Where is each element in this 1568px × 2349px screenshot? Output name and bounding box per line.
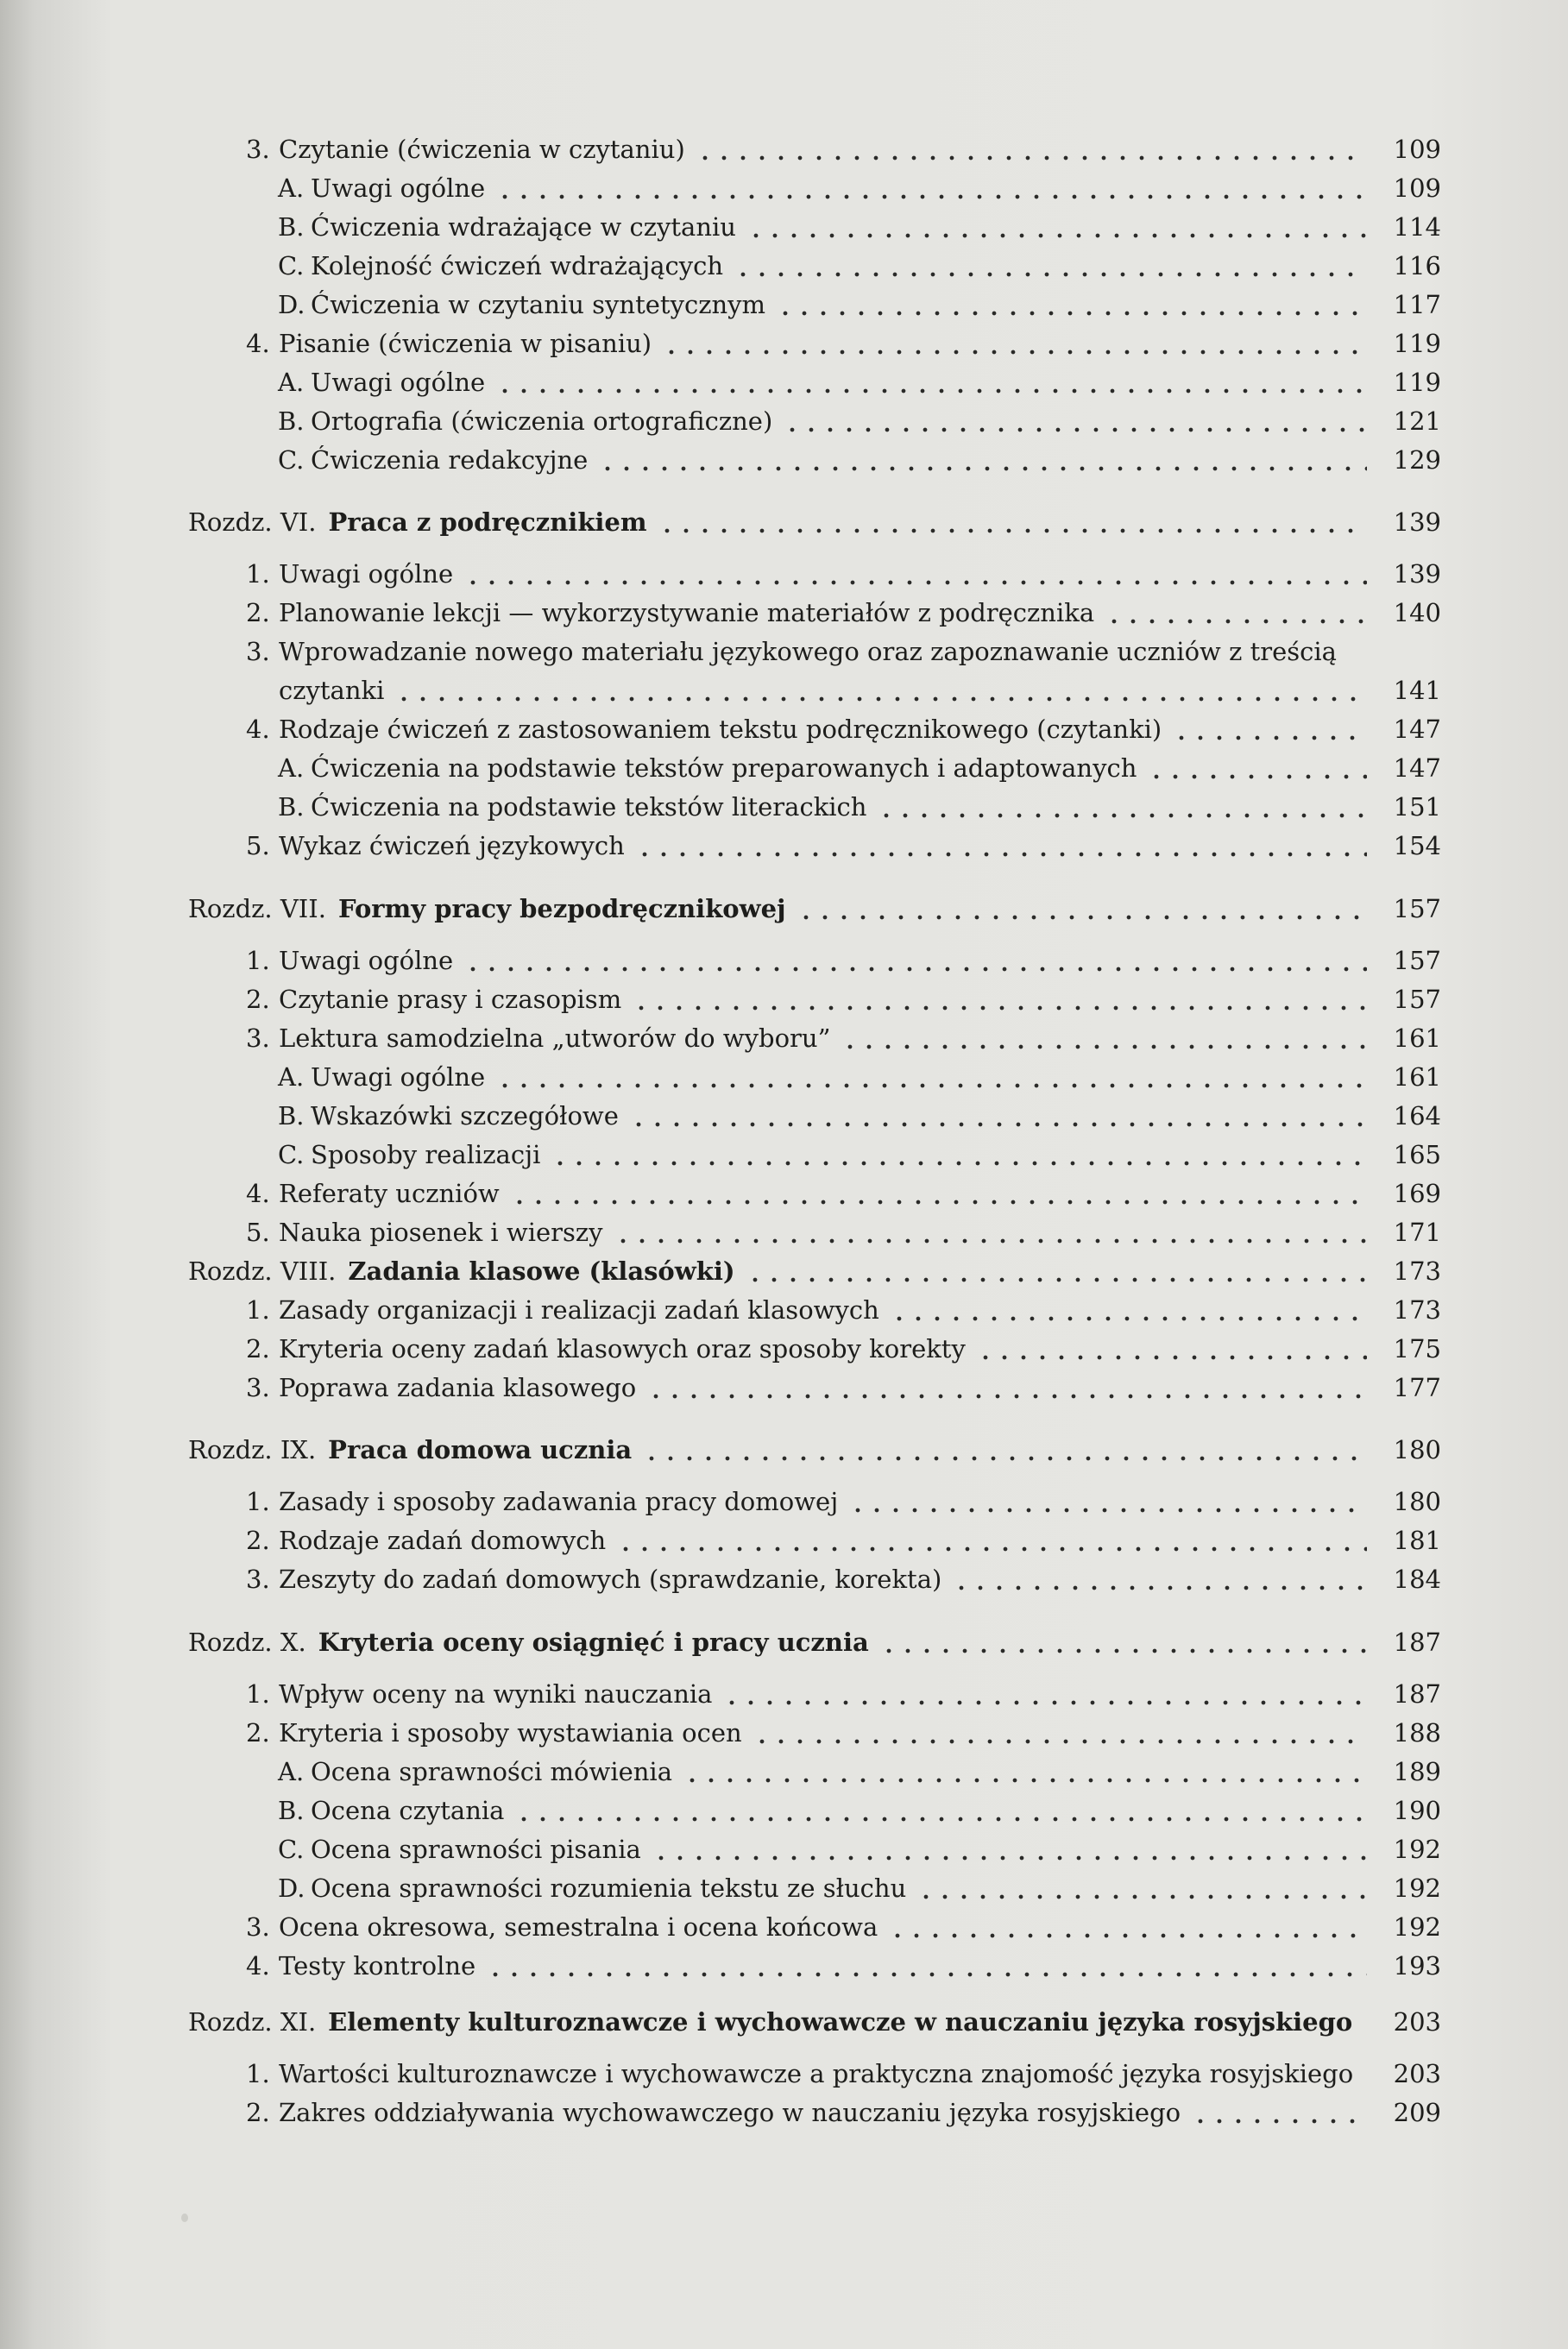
page-number: 169 (1393, 1179, 1441, 1208)
ink-speck (181, 2214, 188, 2222)
dot-leader (793, 894, 1367, 923)
page-number: 109 (1393, 135, 1441, 164)
toc-entry: D. Ćwiczenia w czytaniu syntetycznym 117 (278, 290, 1441, 319)
toc-entry: A. Uwagi ogólne 119 (278, 368, 1441, 397)
chapter-heading: Rozdz. VI. Praca z podręcznikiem 139 (188, 507, 1441, 537)
dot-leader (460, 559, 1367, 589)
page-number: 203 (1393, 2059, 1441, 2088)
dot-leader (772, 290, 1367, 319)
chapter-heading: Rozdz. X. Kryteria oceny osiągnięć i pracy ucznia 187 (188, 1628, 1441, 1657)
toc-entry: B. Ortografia (ćwiczenia ortograficzne) 121 (278, 406, 1441, 436)
toc-entry: A. Ocena sprawności mówienia 189 (278, 1757, 1441, 1786)
toc-entry: 3. Poprawa zadania klasowego 177 (246, 1373, 1441, 1402)
page-number: 190 (1393, 1796, 1441, 1825)
page-number: 114 (1393, 212, 1441, 242)
page-number: 173 (1393, 1295, 1441, 1325)
dot-leader (648, 1835, 1367, 1864)
dot-leader (511, 1796, 1367, 1825)
dot-leader (837, 1023, 1367, 1053)
dot-leader (613, 1526, 1367, 1555)
page-number: 157 (1393, 985, 1441, 1014)
dot-leader (482, 1951, 1367, 1981)
page-number: 187 (1393, 1628, 1441, 1657)
dot-leader (1360, 2059, 1367, 2088)
dot-leader (507, 1179, 1367, 1208)
dot-leader (973, 1334, 1367, 1363)
page-number: 119 (1393, 329, 1441, 358)
dot-leader (610, 1218, 1367, 1247)
dot-leader (1143, 753, 1367, 783)
toc-entry: 2. Kryteria i sposoby wystawiania ocen 188 (246, 1718, 1441, 1748)
page-number: 129 (1393, 445, 1441, 475)
page-number: 116 (1393, 251, 1441, 280)
toc-entry: 4. Referaty uczniów 169 (246, 1179, 1441, 1208)
toc-entry: 5. Nauka piosenek i wierszy 171 (246, 1218, 1441, 1247)
toc-entry: 2. Kryteria oceny zadań klasowych oraz sposoby korekty 175 (246, 1334, 1441, 1363)
dot-leader (643, 1373, 1367, 1402)
page-number: 184 (1393, 1565, 1441, 1594)
dot-leader (873, 792, 1367, 822)
page-number: 203 (1393, 2007, 1441, 2037)
page-number: 140 (1393, 598, 1441, 627)
toc-entry: D. Ocena sprawności rozumienia tekstu ze słuchu 192 (278, 1874, 1441, 1903)
toc-entry: 2. Czytanie prasy i czasopism 157 (246, 985, 1441, 1014)
dot-leader (749, 1718, 1367, 1748)
dot-leader (1359, 2007, 1367, 2037)
page-number: 141 (1393, 676, 1441, 705)
dot-leader (1168, 715, 1367, 744)
dot-leader (658, 329, 1367, 358)
toc-entry: 3. Wprowadzanie nowego materiału językowego oraz zapoznawanie uczniów z treścią (246, 637, 1337, 666)
page-number: 121 (1393, 406, 1441, 436)
page-number: 188 (1393, 1718, 1441, 1748)
toc-entry: 5. Wykaz ćwiczeń językowych 154 (246, 831, 1441, 860)
page-number: 180 (1393, 1435, 1441, 1464)
dot-leader (876, 1628, 1367, 1657)
page-number: 171 (1393, 1218, 1441, 1247)
page-number: 192 (1393, 1835, 1441, 1864)
dot-leader (1101, 598, 1367, 627)
page-number: 117 (1393, 290, 1441, 319)
dot-leader (742, 1256, 1367, 1286)
page-number: 147 (1393, 753, 1441, 783)
page-number: 161 (1393, 1023, 1441, 1053)
dot-leader (692, 135, 1367, 164)
toc-entry: 1. Wpływ oceny na wyniki nauczania 187 (246, 1679, 1441, 1709)
page-number: 209 (1393, 2098, 1441, 2127)
toc-entry: 1. Uwagi ogólne 139 (246, 559, 1441, 589)
toc-entry: 1. Zasady organizacji i realizacji zadań klasowych 173 (246, 1295, 1441, 1325)
page-number: 189 (1393, 1757, 1441, 1786)
dot-leader (547, 1140, 1367, 1169)
toc-entry: A. Uwagi ogólne 161 (278, 1062, 1441, 1092)
page-number: 109 (1393, 173, 1441, 203)
toc-entry: A. Uwagi ogólne 109 (278, 173, 1441, 203)
page-number: 193 (1393, 1951, 1441, 1981)
dot-leader (654, 507, 1367, 537)
toc-entry: 2. Planowanie lekcji — wykorzystywanie materiałów z podręcznika 140 (246, 598, 1441, 627)
dot-leader (639, 1435, 1367, 1464)
dot-leader (492, 173, 1367, 203)
toc-entry: 1. Uwagi ogólne 157 (246, 946, 1441, 975)
chapter-heading: Rozdz. VII. Formy pracy bezpodręcznikowej 157 (188, 894, 1441, 923)
page-number: 157 (1393, 894, 1441, 923)
toc-entry: 4. Pisanie (ćwiczenia w pisaniu) 119 (246, 329, 1441, 358)
page-number: 164 (1393, 1101, 1441, 1130)
dot-leader (679, 1757, 1367, 1786)
page-number: 187 (1393, 1679, 1441, 1709)
toc-entry: 3. Ocena okresowa, semestralna i ocena końcowa 192 (246, 1912, 1441, 1942)
toc-entry: 1. Wartości kulturoznawcze i wychowawcze a praktyczna znajomość języka rosyjskiego 203 (246, 2059, 1441, 2088)
chapter-heading: Rozdz. XI. Elementy kulturoznawcze i wychowawcze w nauczaniu języka rosyjskiego 203 (188, 2007, 1441, 2037)
page-number: 192 (1393, 1912, 1441, 1942)
toc-entry-continuation: czytanki 141 (279, 676, 1441, 705)
page-number: 165 (1393, 1140, 1441, 1169)
toc-entry: B. Wskazówki szczegółowe 164 (278, 1101, 1441, 1130)
dot-leader (595, 445, 1367, 475)
toc-entry: A. Ćwiczenia na podstawie tekstów preparowanych i adaptowanych 147 (278, 753, 1441, 783)
toc-entry: 4. Testy kontrolne 193 (246, 1951, 1441, 1981)
dot-leader (1187, 2098, 1367, 2127)
dot-leader (391, 676, 1367, 705)
toc-entry: B. Ćwiczenia na podstawie tekstów literackich 151 (278, 792, 1441, 822)
page-number: 173 (1393, 1256, 1441, 1286)
dot-leader (779, 406, 1367, 436)
toc-entry: 2. Rodzaje zadań domowych 181 (246, 1526, 1441, 1555)
dot-leader (948, 1565, 1367, 1594)
dot-leader (730, 251, 1367, 280)
toc-entry: 3. Czytanie (ćwiczenia w czytaniu) 109 (246, 135, 1441, 164)
dot-leader (719, 1679, 1367, 1709)
page-number: 177 (1393, 1373, 1441, 1402)
page-number: 154 (1393, 831, 1441, 860)
toc-entry: C. Sposoby realizacji 165 (278, 1140, 1441, 1169)
page-number: 147 (1393, 715, 1441, 744)
page-number: 119 (1393, 368, 1441, 397)
page-number: 175 (1393, 1334, 1441, 1363)
dot-leader (626, 1101, 1367, 1130)
toc-entry: 2. Zakres oddziaływania wychowawczego w nauczaniu języka rosyjskiego 209 (246, 2098, 1441, 2127)
dot-leader (628, 985, 1367, 1014)
chapter-heading: Rozdz. VIII. Zadania klasowe (klasówki) 173 (188, 1256, 1441, 1286)
toc-entry: B. Ocena czytania 190 (278, 1796, 1441, 1825)
dot-leader (886, 1295, 1367, 1325)
page-number: 180 (1393, 1487, 1441, 1516)
toc-entry: 3. Lektura samodzielna „utworów do wyboru” 161 (246, 1023, 1441, 1053)
toc-entry: 3. Zeszyty do zadań domowych (sprawdzanie, korekta) 184 (246, 1565, 1441, 1594)
page-number: 181 (1393, 1526, 1441, 1555)
page-number: 157 (1393, 946, 1441, 975)
dot-leader (460, 946, 1367, 975)
dot-leader (632, 831, 1367, 860)
toc-entry: C. Ćwiczenia redakcyjne 129 (278, 445, 1441, 475)
toc-entry: 1. Zasady i sposoby zadawania pracy domowej 180 (246, 1487, 1441, 1516)
toc-entry: B. Ćwiczenia wdrażające w czytaniu 114 (278, 212, 1441, 242)
dot-leader (492, 368, 1367, 397)
page-number: 139 (1393, 507, 1441, 537)
page-number: 161 (1393, 1062, 1441, 1092)
page-number: 192 (1393, 1874, 1441, 1903)
dot-leader (885, 1912, 1367, 1942)
toc-entry: C. Ocena sprawności pisania 192 (278, 1835, 1441, 1864)
dot-leader (743, 212, 1367, 242)
dot-leader (845, 1487, 1367, 1516)
page-number: 139 (1393, 559, 1441, 589)
dot-leader (913, 1874, 1367, 1903)
page-number: 151 (1393, 792, 1441, 822)
toc-entry: C. Kolejność ćwiczeń wdrażających 116 (278, 251, 1441, 280)
chapter-heading: Rozdz. IX. Praca domowa ucznia 180 (188, 1435, 1441, 1464)
dot-leader (492, 1062, 1367, 1092)
toc-entry: 4. Rodzaje ćwiczeń z zastosowaniem tekstu podręcznikowego (czytanki) 147 (246, 715, 1441, 744)
